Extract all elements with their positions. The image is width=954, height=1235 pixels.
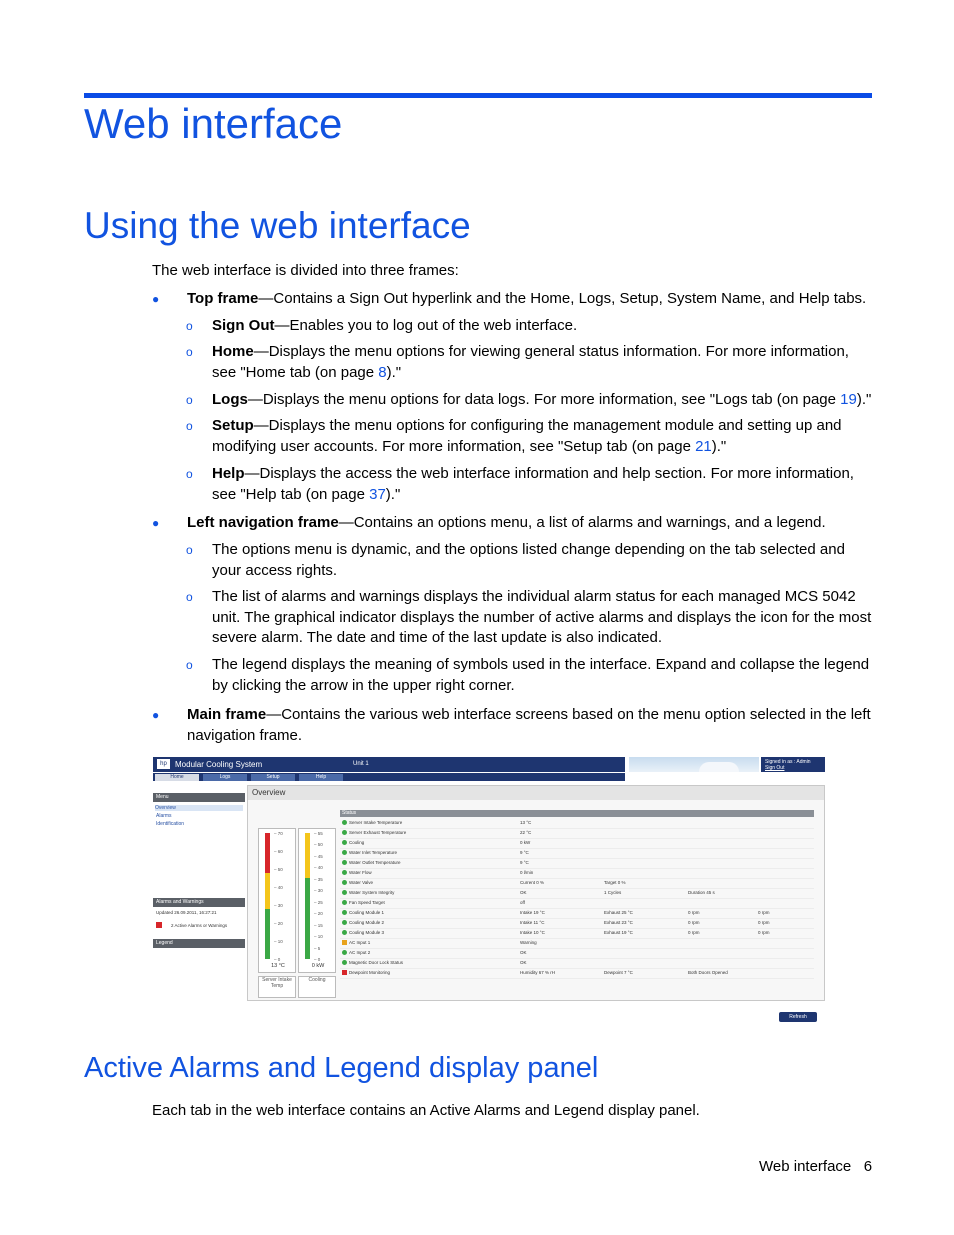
status-cell: Water Inlet Temperature bbox=[349, 850, 398, 855]
desc: —Displays the menu options for data logs. For more information, see "Logs tab (on page bbox=[247, 391, 841, 408]
status-cell: Water Outlet Temperature bbox=[349, 860, 401, 865]
circle-bullet-icon: o bbox=[186, 543, 193, 557]
tab-help[interactable]: Help bbox=[299, 774, 343, 781]
status-cell: AC Input 2 bbox=[349, 950, 371, 955]
status-cell: Exhaust 23 °C bbox=[604, 920, 633, 925]
bullet-top-frame bbox=[187, 289, 877, 310]
page-link[interactable]: 19 bbox=[840, 391, 857, 408]
tab-home[interactable]: Home bbox=[155, 774, 199, 781]
status-cell: 0 l/min bbox=[520, 870, 534, 875]
gauge-tick-label: – 60 bbox=[274, 849, 283, 854]
header-image bbox=[629, 757, 759, 772]
sub-help bbox=[212, 464, 872, 505]
status-row bbox=[340, 968, 814, 979]
alarm-icon bbox=[342, 970, 347, 975]
ok-status-icon bbox=[342, 860, 347, 865]
status-cell: Intake 11 °C bbox=[520, 920, 545, 925]
ok-status-icon bbox=[342, 960, 347, 965]
term: Top frame bbox=[187, 290, 259, 307]
gauge-yellow-zone bbox=[305, 833, 310, 878]
gauge-tick-label: – 25 bbox=[314, 899, 323, 905]
gauge-value: 13 °C bbox=[271, 963, 285, 969]
status-cell: Target 0 % bbox=[604, 880, 626, 885]
status-cell: 0 rpm bbox=[688, 910, 700, 915]
page-link[interactable]: 37 bbox=[369, 485, 386, 503]
desc-end: )." bbox=[711, 437, 727, 455]
bullet-left-nav bbox=[187, 513, 877, 534]
gauge-tick-label: – 40 bbox=[314, 865, 323, 871]
status-cell: Water Valve bbox=[349, 880, 374, 885]
desc-end: )." bbox=[386, 363, 402, 381]
ok-status-icon bbox=[342, 840, 347, 845]
ok-status-icon bbox=[342, 820, 347, 825]
status-cell: Cooling bbox=[349, 840, 365, 845]
gauge-value: 0 kW bbox=[311, 963, 325, 969]
sub-setup bbox=[212, 416, 872, 457]
desc: —Contains an options menu, a list of alarms and warnings, and a legend. bbox=[338, 514, 826, 531]
gauge-tick-label: – 15 bbox=[314, 922, 323, 928]
gauge-label: Server Intake Temp bbox=[258, 976, 296, 998]
overview-title: Overview bbox=[248, 786, 824, 800]
gauge-green-zone bbox=[305, 878, 310, 959]
legend-header[interactable]: Legend bbox=[153, 939, 245, 948]
circle-bullet-icon: o bbox=[186, 590, 193, 604]
page-link[interactable]: 8 bbox=[378, 363, 387, 381]
ok-status-icon bbox=[342, 900, 347, 905]
page-number: 6 bbox=[863, 1158, 873, 1175]
gauge-tick-label: – 20 bbox=[314, 911, 323, 917]
status-cell: 13 °C bbox=[520, 820, 532, 825]
status-cell: Magnetic Door Lock Status bbox=[349, 960, 404, 965]
circle-bullet-icon: o bbox=[186, 658, 193, 672]
intro-text: The web interface is divided into three frames: bbox=[152, 262, 459, 279]
section-title: Using the web interface bbox=[84, 205, 471, 246]
status-cell: 0 rpm bbox=[688, 930, 700, 935]
ok-status-icon bbox=[342, 950, 347, 955]
status-cell: 0 rpm bbox=[758, 930, 770, 935]
status-cell: 0 rpm bbox=[758, 910, 770, 915]
term: Sign Out bbox=[212, 317, 275, 334]
status-cell: AC Input 1 bbox=[349, 940, 371, 945]
ok-status-icon bbox=[342, 850, 347, 855]
gauge-tick-label: – 20 bbox=[274, 921, 283, 926]
desc: —Contains the various web interface screens based on the menu option selected in the left navigation frame. bbox=[187, 706, 871, 744]
bullet-icon: ● bbox=[152, 292, 160, 306]
alarms-header: Alarms and Warnings bbox=[153, 898, 245, 907]
gauge-tick-label: – 30 bbox=[314, 888, 323, 894]
status-cell: off bbox=[520, 900, 525, 905]
temp-gauge bbox=[258, 828, 296, 973]
ok-status-icon bbox=[342, 930, 347, 935]
desc-end: )." bbox=[856, 391, 872, 408]
alarm-icon bbox=[156, 922, 162, 928]
hp-logo: hp bbox=[157, 759, 170, 769]
status-cell: Current 0 % bbox=[520, 880, 545, 885]
sub-home bbox=[212, 342, 872, 383]
app-title: Modular Cooling System bbox=[175, 760, 263, 769]
desc: —Contains a Sign Out hyperlink and the Home, Logs, Setup, System Name, and Help tabs. bbox=[258, 290, 867, 307]
gauge-tick-label: – 50 bbox=[274, 867, 283, 872]
status-cell: Water System Integrity bbox=[349, 890, 395, 895]
gauge-tick-label: – 5 bbox=[314, 945, 321, 951]
gauge-tick-label: – 0 bbox=[274, 957, 281, 962]
desc: —Displays the access the web interface information and help section. For more information, see "Help tab (on page bbox=[212, 465, 854, 503]
status-cell: Both Doors Opened bbox=[688, 970, 728, 975]
status-cell: 22 °C bbox=[520, 830, 532, 835]
desc: —Displays the menu options for configuring the management module and setting up and modifying user accounts. For more information, see "Setup tab (on page bbox=[212, 417, 842, 455]
circle-bullet-icon: o bbox=[186, 319, 193, 333]
circle-bullet-icon: o bbox=[186, 467, 193, 481]
status-cell: Fan Speed Target bbox=[349, 900, 385, 905]
gauge-tick-label: – 35 bbox=[314, 876, 323, 882]
gauge-label: Cooling bbox=[298, 976, 336, 998]
status-cell: OK bbox=[520, 890, 527, 895]
heading-rule bbox=[84, 93, 872, 98]
circle-bullet-icon: o bbox=[186, 419, 193, 433]
active-alarms-text[interactable]: 2 Active Alarms or Warnings bbox=[171, 923, 228, 928]
sub-logs bbox=[212, 390, 872, 411]
status-cell: 0 kW bbox=[520, 840, 531, 845]
unit-name: Unit 1 bbox=[353, 761, 369, 767]
gauge-red-zone bbox=[265, 833, 270, 873]
gauge-tick-label: – 70 bbox=[274, 831, 283, 836]
circle-bullet-icon: o bbox=[186, 345, 193, 359]
bullet-main-frame bbox=[187, 705, 872, 746]
ok-status-icon bbox=[342, 910, 347, 915]
status-cell: Cooling Module 1 bbox=[349, 910, 385, 915]
status-cell: Intake 10 °C bbox=[520, 930, 545, 935]
status-cell: OK bbox=[520, 950, 527, 955]
gauge-tick-label: – 45 bbox=[314, 853, 323, 859]
panel-text: Each tab in the web interface contains an Active Alarms and Legend display panel. bbox=[152, 1102, 700, 1119]
sub-options-menu: The options menu is dynamic, and the options listed change depending on the tab selected and your access rights. bbox=[212, 541, 845, 579]
refresh-button[interactable]: Refresh bbox=[779, 1012, 817, 1022]
menu-item-identification[interactable]: Identification bbox=[156, 821, 185, 827]
tab-logs[interactable]: Logs bbox=[203, 774, 247, 781]
mountain-graphic bbox=[699, 762, 739, 772]
gauge-tick-label: – 50 bbox=[314, 842, 323, 848]
status-header: Status bbox=[340, 810, 814, 817]
gauge-tick-label: – 55 bbox=[314, 831, 323, 836]
ok-status-icon bbox=[342, 870, 347, 875]
circle-bullet-icon: o bbox=[186, 393, 193, 407]
term: Setup bbox=[212, 417, 254, 434]
status-cell: Humidity 67 % rH bbox=[520, 970, 556, 975]
page-footer bbox=[759, 1158, 872, 1175]
ok-status-icon bbox=[342, 830, 347, 835]
gauge-tick-label: – 10 bbox=[274, 939, 283, 944]
web-interface-screenshot bbox=[153, 757, 825, 1020]
top-bar bbox=[153, 757, 625, 772]
status-cell: Server Exhaust Temperature bbox=[349, 830, 407, 835]
term: Help bbox=[212, 465, 245, 482]
status-cell: Intake 19 °C bbox=[520, 910, 545, 915]
desc: —Enables you to log out of the web interface. bbox=[274, 317, 578, 334]
chapter-title: Web interface bbox=[84, 100, 343, 147]
page-link[interactable]: 21 bbox=[695, 437, 712, 455]
status-cell: 0 rpm bbox=[688, 920, 700, 925]
sub-legend: The legend displays the meaning of symbols used in the interface. Expand and collapse the legend by clicking the arrow in the upper right corner. bbox=[212, 656, 870, 694]
bullet-icon: ● bbox=[152, 708, 160, 722]
main-frame bbox=[247, 785, 825, 1020]
menu-item-alarms[interactable]: Alarms bbox=[156, 813, 172, 819]
footer-label: Web interface bbox=[759, 1158, 852, 1175]
subsection-title: Active Alarms and Legend display panel bbox=[84, 1052, 599, 1084]
sign-out-link[interactable]: Sign Out bbox=[765, 765, 785, 771]
status-cell: 1 Cycles bbox=[604, 890, 622, 895]
warning-icon bbox=[342, 940, 347, 945]
status-cell: Cooling Module 2 bbox=[349, 920, 385, 925]
status-cell: Server Intake Temperature bbox=[349, 820, 403, 825]
term: Left navigation frame bbox=[187, 514, 339, 531]
ok-status-icon bbox=[342, 920, 347, 925]
term: Main frame bbox=[187, 706, 267, 723]
gauge-tick-label: – 0 bbox=[314, 957, 321, 962]
desc: —Displays the menu options for viewing general status information. For more information, see "Home tab (on page bbox=[212, 343, 849, 381]
status-cell: Dewpoint Monitoring bbox=[349, 970, 391, 975]
bullet-icon: ● bbox=[152, 516, 160, 530]
status-cell: OK bbox=[520, 960, 527, 965]
status-cell: 9 °C bbox=[520, 860, 529, 865]
status-cell: Water Flow bbox=[349, 870, 372, 875]
status-cell: 0 rpm bbox=[758, 920, 770, 925]
sub-sign-out bbox=[212, 316, 872, 337]
status-cell: Exhaust 25 °C bbox=[604, 910, 633, 915]
signin-box bbox=[761, 757, 825, 772]
term: Home bbox=[212, 343, 254, 360]
menu-item-overview[interactable]: Overview bbox=[155, 805, 243, 811]
signed-in-text: Signed in as : Admin bbox=[765, 759, 811, 765]
gauge-tick-label: – 40 bbox=[274, 885, 283, 890]
status-cell: Cooling Module 3 bbox=[349, 930, 385, 935]
ok-status-icon bbox=[342, 890, 347, 895]
gauge-tick-label: – 30 bbox=[274, 903, 283, 908]
term: Logs bbox=[212, 391, 248, 408]
gauge-green-zone bbox=[265, 909, 270, 959]
cooling-gauge bbox=[298, 828, 336, 973]
desc-end: )." bbox=[385, 485, 401, 503]
status-cell: Duration 45 s bbox=[688, 890, 715, 895]
gauge-tick-label: – 10 bbox=[314, 934, 323, 940]
status-cell: Dewpoint 7 °C bbox=[604, 970, 633, 975]
ok-status-icon bbox=[342, 880, 347, 885]
updated-text: Updated 26.09.2011, 16:27:21 bbox=[156, 910, 217, 915]
sub-alarm-list: The list of alarms and warnings displays the individual alarm status for each managed MCS 5042 unit. The graphical indicator displays the number of active alarms and displays the icon for the most severe alarm. The date and time of the last update is also indicated. bbox=[212, 588, 872, 646]
status-cell: Warning bbox=[520, 940, 537, 945]
tab-setup[interactable]: Setup bbox=[251, 774, 295, 781]
status-cell: Exhaust 19 °C bbox=[604, 930, 633, 935]
menu-header: Menu bbox=[153, 793, 245, 802]
status-cell: 9 °C bbox=[520, 850, 529, 855]
gauge-yellow-zone bbox=[265, 873, 270, 909]
